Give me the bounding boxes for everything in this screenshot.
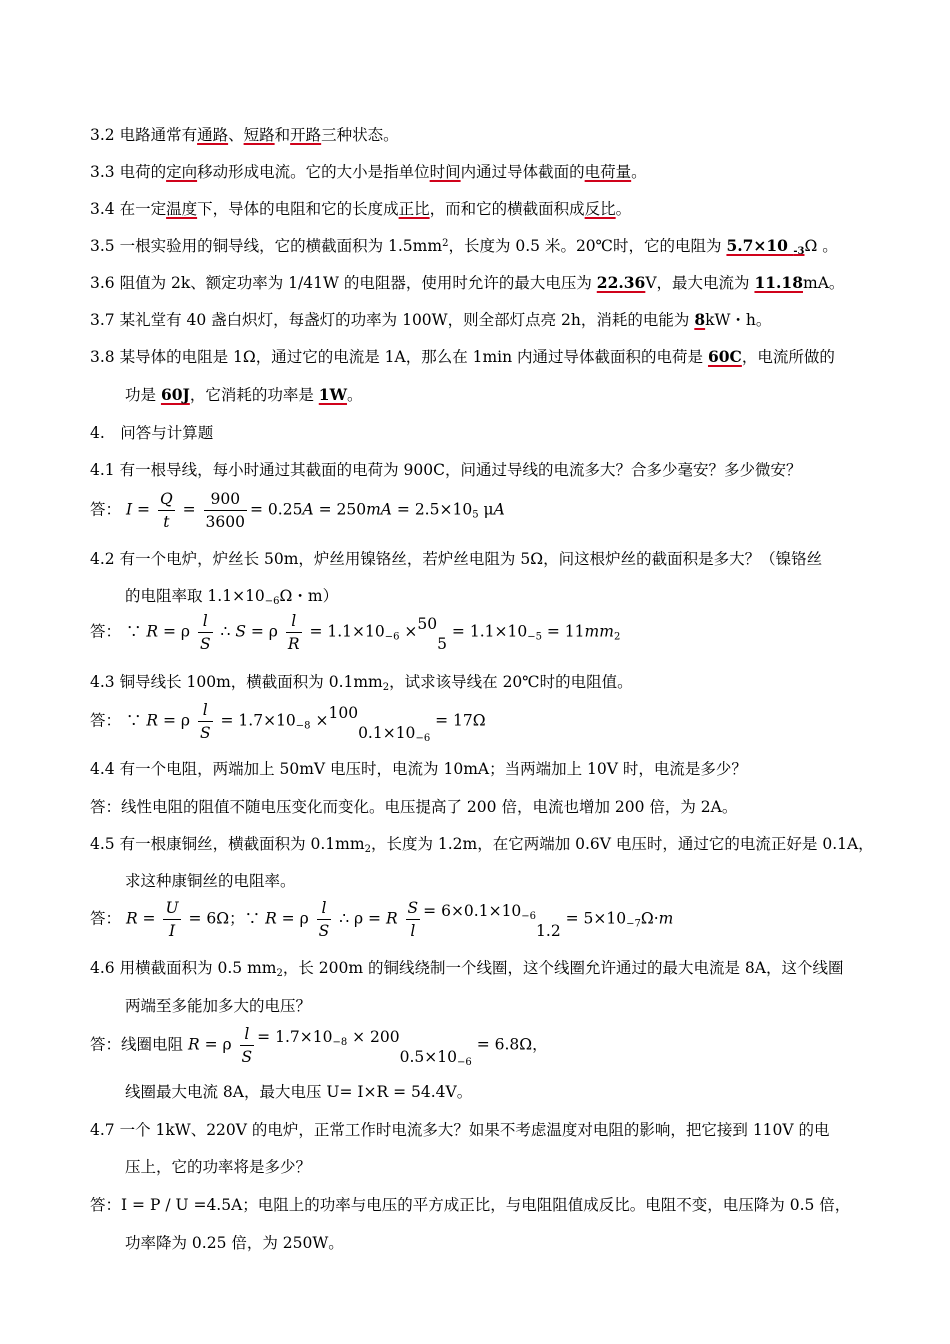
text: 3.7 某礼堂有 40 盏白炽灯，每盏灯的功率为 100W，则全部灯点亮 2h，消耗的电能为 (90, 311, 695, 329)
answer-prefix: 答： (90, 500, 122, 519)
section-heading: 4. 问答与计算题 (90, 424, 214, 442)
item-3-2 (90, 124, 399, 146)
text: ，它消耗的功率是 (189, 386, 319, 404)
fraction (198, 610, 213, 655)
answer-prefix: 答： (90, 622, 122, 641)
text: 3.5 一根实验用的铜导线，它的横截面积为 1.5mm (90, 237, 443, 255)
denominator: 0.1×10 (358, 723, 416, 742)
exponent: −5 (527, 631, 542, 643)
exponent: −8 (295, 720, 311, 732)
text: 3.6 阻值为 2k、额定功率为 1/41W 的电阻器，使用时允许的最大电压为 (90, 274, 597, 292)
text: 3.4 在一定 (90, 200, 167, 218)
item-3-8-line2 (125, 384, 363, 406)
exponent: −6 (415, 732, 431, 744)
text: 3.2 电路通常有 (90, 126, 198, 144)
math-text: = 5×10 (560, 909, 627, 928)
question-4-6-line2: 两端至多能加多大的电压？ (125, 997, 312, 1015)
answer-blank: 60J (160, 385, 190, 404)
therefore-symbol: ∴ (215, 622, 236, 641)
math-text: = 6.8Ω， (471, 1035, 548, 1054)
question-4-4: 4.4 有一个电阻，两端加上 50mV 电压时，电流为 10mA；当两端加上 10V 时，电流是多少？ (90, 760, 747, 778)
answer-4-6-line2: 线圈最大电流 8A，最大电压 U= I×R = 54.4V。 (125, 1083, 473, 1101)
answer-blank (726, 236, 804, 255)
denominator: 3600 (205, 513, 245, 531)
numerator: = 1.7×10 (257, 1027, 333, 1046)
fraction (204, 488, 247, 533)
question-4-7-line2: 压上，它的功率将是多少？ (125, 1158, 312, 1176)
numerator: S (406, 897, 421, 920)
text: 。 (346, 386, 363, 404)
numerator: 100 (328, 703, 359, 722)
text: 。 (615, 200, 632, 218)
exponent: −6 (521, 910, 537, 922)
question-4-7-line1: 4.7 一个 1kW、220V 的电炉，正常工作时电流多大？如果不考虑温度对电阻的影响，把它接到 110V 的电 (90, 1121, 830, 1139)
math-op: = (137, 500, 151, 519)
question-4-5-line1 (90, 833, 874, 855)
item-3-3 (90, 161, 647, 183)
math-text: = 11 (541, 622, 585, 641)
fraction (198, 699, 213, 744)
exponent: −6 (384, 631, 400, 643)
answer-blank: 时间 (429, 163, 461, 181)
math-text: = 17Ω (430, 711, 486, 730)
numerator: l (240, 1023, 255, 1046)
text: ，长 200m 的铜线绕制一个线圈，这个线圈允许通过的最大电流是 8A，这个线圈 (282, 959, 844, 977)
numerator: 900 (204, 488, 247, 511)
math-label: 线圈电阻 (121, 1035, 184, 1054)
exponent: −8 (332, 1036, 348, 1048)
text: 的电阻率取 1.1×10 (125, 587, 265, 605)
numerator: l (286, 610, 302, 633)
item-3-4 (90, 198, 631, 220)
question-4-5-line2: 求这种康铜丝的电阻率。 (125, 872, 296, 890)
fraction (163, 897, 180, 942)
math-text: = 1.1×10 (304, 622, 385, 641)
question-4-1: 4.1 有一根导线，每小时通过其截面的电荷为 900C，问通过导线的电流多大？合多少毫安？多少微安？ (90, 461, 802, 479)
text: 三种状态。 (321, 126, 399, 144)
text: 4.3 铜导线长 100m，横截面积为 0.1mm (90, 673, 383, 691)
exponent: −6 (457, 1056, 472, 1068)
answer-blank: 反比 (584, 200, 616, 218)
math-text: = ρ (199, 1035, 232, 1054)
answer-prefix: 答： (90, 909, 122, 928)
because-symbol: ∵ (125, 622, 147, 641)
math-var: R (265, 909, 277, 928)
answer-4-2-equation (90, 610, 620, 655)
math-var: A (302, 500, 314, 519)
because-symbol: ∵ (125, 711, 147, 730)
math-text: = ρ (276, 909, 309, 928)
denominator: S (199, 724, 211, 742)
denominator: S (318, 922, 330, 940)
exponent: -3 (793, 246, 805, 257)
math-var: S (235, 622, 246, 641)
denominator: R (287, 635, 300, 653)
separator: ； (229, 909, 245, 928)
answer-blank: 11.18 (754, 273, 803, 292)
answer-blank: 通路 (197, 126, 229, 144)
item-3-8-line1 (90, 346, 835, 368)
answer-4-5-equation (90, 897, 673, 942)
item-3-7 (90, 309, 771, 331)
math-var: R (146, 622, 159, 641)
numerator: × 200 (347, 1027, 400, 1046)
math-text: = 250 (313, 500, 367, 519)
math-text: = (137, 909, 161, 928)
answer-blank: 开路 (290, 126, 322, 144)
math-text: = 1.1×10 (447, 622, 528, 641)
answer-blank: 正比 (398, 200, 430, 218)
exponent: −7 (626, 918, 641, 930)
text: 下，导体的电阻和它的长度成 (197, 200, 399, 218)
denominator: l (410, 922, 416, 940)
numerator: l (198, 699, 213, 722)
exponent: 2 (613, 631, 621, 643)
text: ，电流所做的 (741, 348, 835, 366)
numerator: 50 (417, 614, 438, 633)
text: 功是 (125, 386, 161, 404)
text: 3.8 某导体的电阻是 1Ω，通过它的电流是 1A，那么在 1min 内通过导体截面积的电荷是 (90, 348, 708, 366)
text: ，而和它的横截面积成 (429, 200, 585, 218)
math-text: × (399, 622, 418, 641)
fraction (317, 897, 332, 942)
math-text: = 0.25 (250, 500, 303, 519)
text: ，长度为 0.5 米。20℃时，它的电阻为 (448, 237, 727, 255)
item-3-6 (90, 272, 844, 294)
exponent: 2 (364, 844, 371, 855)
question-4-6-line1 (90, 957, 843, 979)
answer-blank: 电荷量 (584, 163, 632, 181)
answer-4-6-equation (90, 1023, 548, 1068)
text: mA。 (803, 274, 845, 292)
math-var: mA (366, 500, 392, 519)
answer-blank: 22.36 (596, 273, 646, 292)
exponent: 2 (276, 968, 283, 979)
text: 内通过导体截面的 (460, 163, 585, 181)
fraction (158, 488, 175, 533)
text: kW・h。 (705, 311, 772, 329)
answer-4-3-equation (90, 699, 486, 744)
answer-blank: 短路 (243, 126, 275, 144)
denominator: I (168, 922, 176, 940)
item-3-5 (90, 235, 838, 257)
math-var: mm (584, 622, 614, 641)
text: 移动形成电流。它的大小是指单位 (197, 163, 430, 181)
fraction (240, 1023, 255, 1068)
answer-prefix: 答： (90, 711, 122, 730)
denominator: 5 (437, 634, 447, 653)
math-var: R (187, 1035, 200, 1054)
numerator: = 6×0.1×10 (423, 901, 522, 920)
math-var: m (658, 909, 674, 928)
denominator: S (241, 1048, 253, 1066)
math-var: I (125, 500, 133, 519)
math-text: = 6Ω (183, 909, 230, 928)
math-var: R (146, 711, 159, 730)
because-symbol: ∵ (244, 909, 266, 928)
exponent: −6 (264, 596, 280, 607)
answer-prefix: 答： (90, 1035, 122, 1054)
answer-blank: 温度 (166, 200, 198, 218)
text: 。 (631, 163, 647, 181)
math-text: = ρ (158, 622, 191, 641)
question-4-2-line2 (125, 585, 338, 607)
answer-value: 5.7×10 (726, 236, 788, 255)
math-var: R (385, 909, 398, 928)
text: V，最大电流为 (645, 274, 755, 292)
text: Ω 。 (804, 237, 838, 255)
text: 4.6 用横截面积为 0.5 mm (90, 959, 277, 977)
question-4-3 (90, 671, 633, 693)
answer-4-4: 答：线性电阻的阻值不随电压变化而变化。电压提高了 200 倍，电流也增加 200 倍，为 2A。 (90, 798, 738, 816)
math-text: μ (478, 500, 494, 519)
math-text: = 1.7×10 (215, 711, 296, 730)
numerator: U (163, 897, 180, 920)
fraction (286, 610, 302, 655)
math-var: R (125, 909, 138, 928)
exponent: 2 (382, 682, 390, 693)
denominator: 1.2 (536, 921, 561, 940)
math-text: Ω· (640, 909, 659, 928)
text: 4.5 有一根康铜丝，横截面积为 0.1mm (90, 835, 365, 853)
denominator: S (199, 635, 211, 653)
numerator: l (198, 610, 213, 633)
answer-blank: 1W (318, 385, 347, 404)
numerator: Q (158, 488, 175, 511)
text: 、 (228, 126, 244, 144)
text: 3.3 电荷的 (90, 163, 167, 181)
answer-blank: 定向 (166, 163, 198, 181)
therefore-symbol: ∴ ρ = (334, 909, 386, 928)
superscript: 2 (442, 238, 449, 249)
math-text: = ρ (245, 622, 278, 641)
text: ，长度为 1.2m，在它两端加 0.6V 电压时，通过它的电流正好是 0.1A， (370, 835, 874, 853)
answer-blank: 60C (707, 347, 742, 366)
answer-4-1-equation (90, 488, 505, 533)
denominator: 0.5×10 (399, 1047, 458, 1066)
math-text: = ρ (158, 711, 191, 730)
math-text: × (310, 711, 329, 730)
answer-blank: 8 (694, 310, 706, 329)
text: 和 (274, 126, 291, 144)
math-op: = (182, 500, 196, 519)
text: Ω・m） (279, 587, 339, 605)
numerator: l (317, 897, 332, 920)
math-text: = 2.5×10 (391, 500, 473, 519)
math-var: A (493, 500, 505, 519)
denominator: t (163, 513, 170, 531)
answer-4-7-line2: 功率降为 0.25 倍，为 250W。 (125, 1234, 344, 1252)
question-4-2-line1: 4.2 有一个电炉，炉丝长 50m，炉丝用镍铬丝，若炉丝电阻为 5Ω，问这根炉丝的截面积是多大？（镍铬丝 (90, 550, 823, 568)
fraction (406, 897, 421, 942)
answer-4-7-line1: 答：I = P / U =4.5A；电阻上的功率与电压的平方成正比，与电阻阻值成反比。电阻不变，电压降为 0.5 倍， (90, 1196, 851, 1214)
text: ，试求该导线在 20℃时的电阻值。 (389, 673, 633, 691)
exponent: 5 (472, 509, 479, 521)
